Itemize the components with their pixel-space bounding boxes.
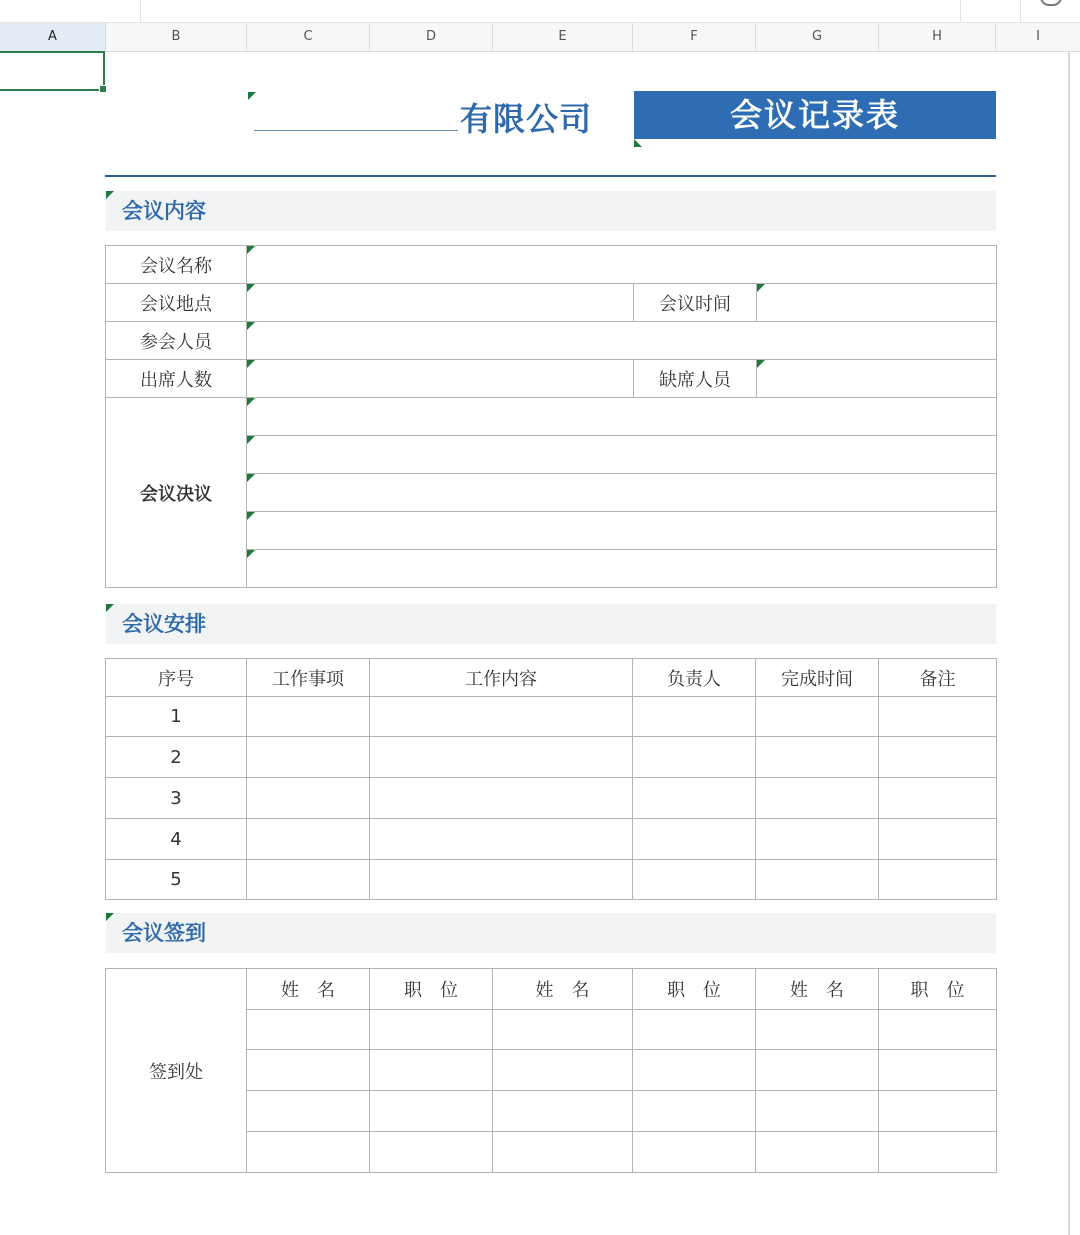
input-resolution-line[interactable] xyxy=(247,474,997,512)
table-cell[interactable] xyxy=(756,860,879,900)
toolbar-divider xyxy=(960,0,961,22)
section-header-signin[interactable] xyxy=(106,913,996,953)
section-title: 会议签到 xyxy=(122,921,206,945)
table-cell[interactable] xyxy=(756,1091,879,1132)
table-cell[interactable] xyxy=(879,819,997,860)
toolbar-divider xyxy=(140,0,141,22)
schedule-header-cell: 备注 xyxy=(879,659,997,697)
table-cell[interactable] xyxy=(756,1132,879,1173)
section-header-schedule[interactable] xyxy=(106,604,996,644)
signin-header-cell: 姓 名 xyxy=(756,969,879,1010)
cell-indicator xyxy=(634,139,642,147)
header-divider xyxy=(105,175,996,177)
row-number: 1 xyxy=(106,697,247,737)
company-name-underline[interactable] xyxy=(254,130,458,131)
label-meeting-name: 会议名称 xyxy=(106,246,247,284)
table-cell[interactable] xyxy=(756,819,879,860)
table-row xyxy=(106,860,997,900)
table-row xyxy=(106,697,997,737)
schedule-header-cell: 负责人 xyxy=(633,659,756,697)
schedule-header-cell: 工作内容 xyxy=(370,659,633,697)
column-header-a[interactable]: A xyxy=(0,23,106,51)
label-meeting-place: 会议地点 xyxy=(106,284,247,322)
table-cell[interactable] xyxy=(756,737,879,778)
form-title-banner[interactable]: 会议记录表 xyxy=(634,91,996,139)
row-number: 4 xyxy=(106,819,247,860)
section-title: 会议安排 xyxy=(122,612,206,636)
table-cell[interactable] xyxy=(633,819,756,860)
table-cell[interactable] xyxy=(879,778,997,819)
column-header-f[interactable]: F xyxy=(633,23,756,51)
table-row xyxy=(106,737,997,778)
table-cell[interactable] xyxy=(633,737,756,778)
signin-header-cell: 职 位 xyxy=(879,969,997,1010)
input-participants[interactable] xyxy=(247,322,997,360)
column-header-h[interactable]: H xyxy=(879,23,996,51)
signin-header-cell: 职 位 xyxy=(370,969,493,1010)
table-cell[interactable] xyxy=(879,1010,997,1050)
table-cell[interactable] xyxy=(370,860,633,900)
table-cell[interactable] xyxy=(370,697,633,737)
input-attendance-count[interactable] xyxy=(247,360,634,398)
toolbar-divider xyxy=(1020,0,1021,22)
input-meeting-place[interactable] xyxy=(247,284,634,322)
schedule-header-cell: 序号 xyxy=(106,659,247,697)
table-cell[interactable] xyxy=(247,697,370,737)
input-resolution-line[interactable] xyxy=(247,550,997,588)
table-cell[interactable] xyxy=(247,860,370,900)
column-header-d[interactable]: D xyxy=(370,23,493,51)
table-cell[interactable] xyxy=(493,1010,633,1050)
table-cell[interactable] xyxy=(493,1091,633,1132)
input-resolution-line[interactable] xyxy=(247,436,997,474)
column-header-c[interactable]: C xyxy=(247,23,370,51)
vertical-scrollbar[interactable] xyxy=(1068,51,1070,1235)
table-cell[interactable] xyxy=(247,819,370,860)
table-cell[interactable] xyxy=(370,1132,493,1173)
input-meeting-name[interactable] xyxy=(247,246,997,284)
column-header-g[interactable]: G xyxy=(756,23,879,51)
table-cell[interactable] xyxy=(633,1132,756,1173)
table-cell[interactable] xyxy=(633,1010,756,1050)
table-row xyxy=(106,819,997,860)
table-cell[interactable] xyxy=(370,1050,493,1091)
schedule-table xyxy=(105,658,997,900)
table-cell[interactable] xyxy=(370,819,633,860)
signin-label: 签到处 xyxy=(106,969,247,1173)
table-cell[interactable] xyxy=(756,1010,879,1050)
table-cell[interactable] xyxy=(247,737,370,778)
label-participants: 参会人员 xyxy=(106,322,247,360)
input-meeting-time[interactable] xyxy=(757,284,997,322)
table-cell[interactable] xyxy=(247,1091,370,1132)
table-cell[interactable] xyxy=(756,778,879,819)
label-meeting-time: 会议时间 xyxy=(634,284,757,322)
cell-indicator xyxy=(248,92,256,100)
table-cell[interactable] xyxy=(370,1091,493,1132)
row-number: 2 xyxy=(106,737,247,778)
table-cell[interactable] xyxy=(247,1010,370,1050)
table-cell[interactable] xyxy=(633,1091,756,1132)
input-resolution-line[interactable] xyxy=(247,398,997,436)
table-cell[interactable] xyxy=(879,1050,997,1091)
column-header-i[interactable]: I xyxy=(1036,29,1040,44)
label-attendance-count: 出席人数 xyxy=(106,360,247,398)
table-cell[interactable] xyxy=(247,1050,370,1091)
table-cell[interactable] xyxy=(879,737,997,778)
cell-indicator xyxy=(106,191,114,199)
company-name[interactable]: 有限公司 xyxy=(460,100,593,138)
table-cell[interactable] xyxy=(879,697,997,737)
input-resolution-line[interactable] xyxy=(247,512,997,550)
table-row xyxy=(106,778,997,819)
fill-handle[interactable] xyxy=(99,85,107,93)
table-cell[interactable] xyxy=(493,1050,633,1091)
table-cell[interactable] xyxy=(633,697,756,737)
signin-header-cell: 职 位 xyxy=(633,969,756,1010)
table-cell[interactable] xyxy=(370,778,633,819)
schedule-header-cell: 完成时间 xyxy=(756,659,879,697)
row-number: 3 xyxy=(106,778,247,819)
signin-table xyxy=(105,968,997,1173)
shield-icon[interactable] xyxy=(1040,0,1062,6)
table-cell[interactable] xyxy=(879,1091,997,1132)
section-title: 会议内容 xyxy=(122,199,206,223)
label-absentees: 缺席人员 xyxy=(634,360,757,398)
table-cell[interactable] xyxy=(633,1050,756,1091)
table-cell[interactable] xyxy=(370,737,633,778)
table-cell[interactable] xyxy=(756,697,879,737)
selected-cell[interactable] xyxy=(0,51,105,91)
signin-header-cell: 姓 名 xyxy=(247,969,370,1010)
column-header-e[interactable]: E xyxy=(493,23,633,51)
table-cell[interactable] xyxy=(633,778,756,819)
signin-header-cell: 姓 名 xyxy=(493,969,633,1010)
meeting-content-table xyxy=(105,245,997,588)
label-resolution: 会议决议 xyxy=(106,398,247,588)
column-header-b[interactable]: B xyxy=(106,23,247,51)
cell-indicator xyxy=(106,604,114,612)
table-cell[interactable] xyxy=(247,1132,370,1173)
table-cell[interactable] xyxy=(879,860,997,900)
table-cell[interactable] xyxy=(247,778,370,819)
cell-indicator xyxy=(106,913,114,921)
table-cell[interactable] xyxy=(370,1010,493,1050)
row-number: 5 xyxy=(106,860,247,900)
table-cell[interactable] xyxy=(756,1050,879,1091)
schedule-header-cell: 工作事项 xyxy=(247,659,370,697)
table-cell[interactable] xyxy=(633,860,756,900)
table-cell[interactable] xyxy=(493,1132,633,1173)
toolbar-strip xyxy=(0,0,1080,23)
input-absentees[interactable] xyxy=(757,360,997,398)
table-cell[interactable] xyxy=(879,1132,997,1173)
section-header-content[interactable] xyxy=(106,191,996,231)
column-header-bar xyxy=(0,23,1080,52)
